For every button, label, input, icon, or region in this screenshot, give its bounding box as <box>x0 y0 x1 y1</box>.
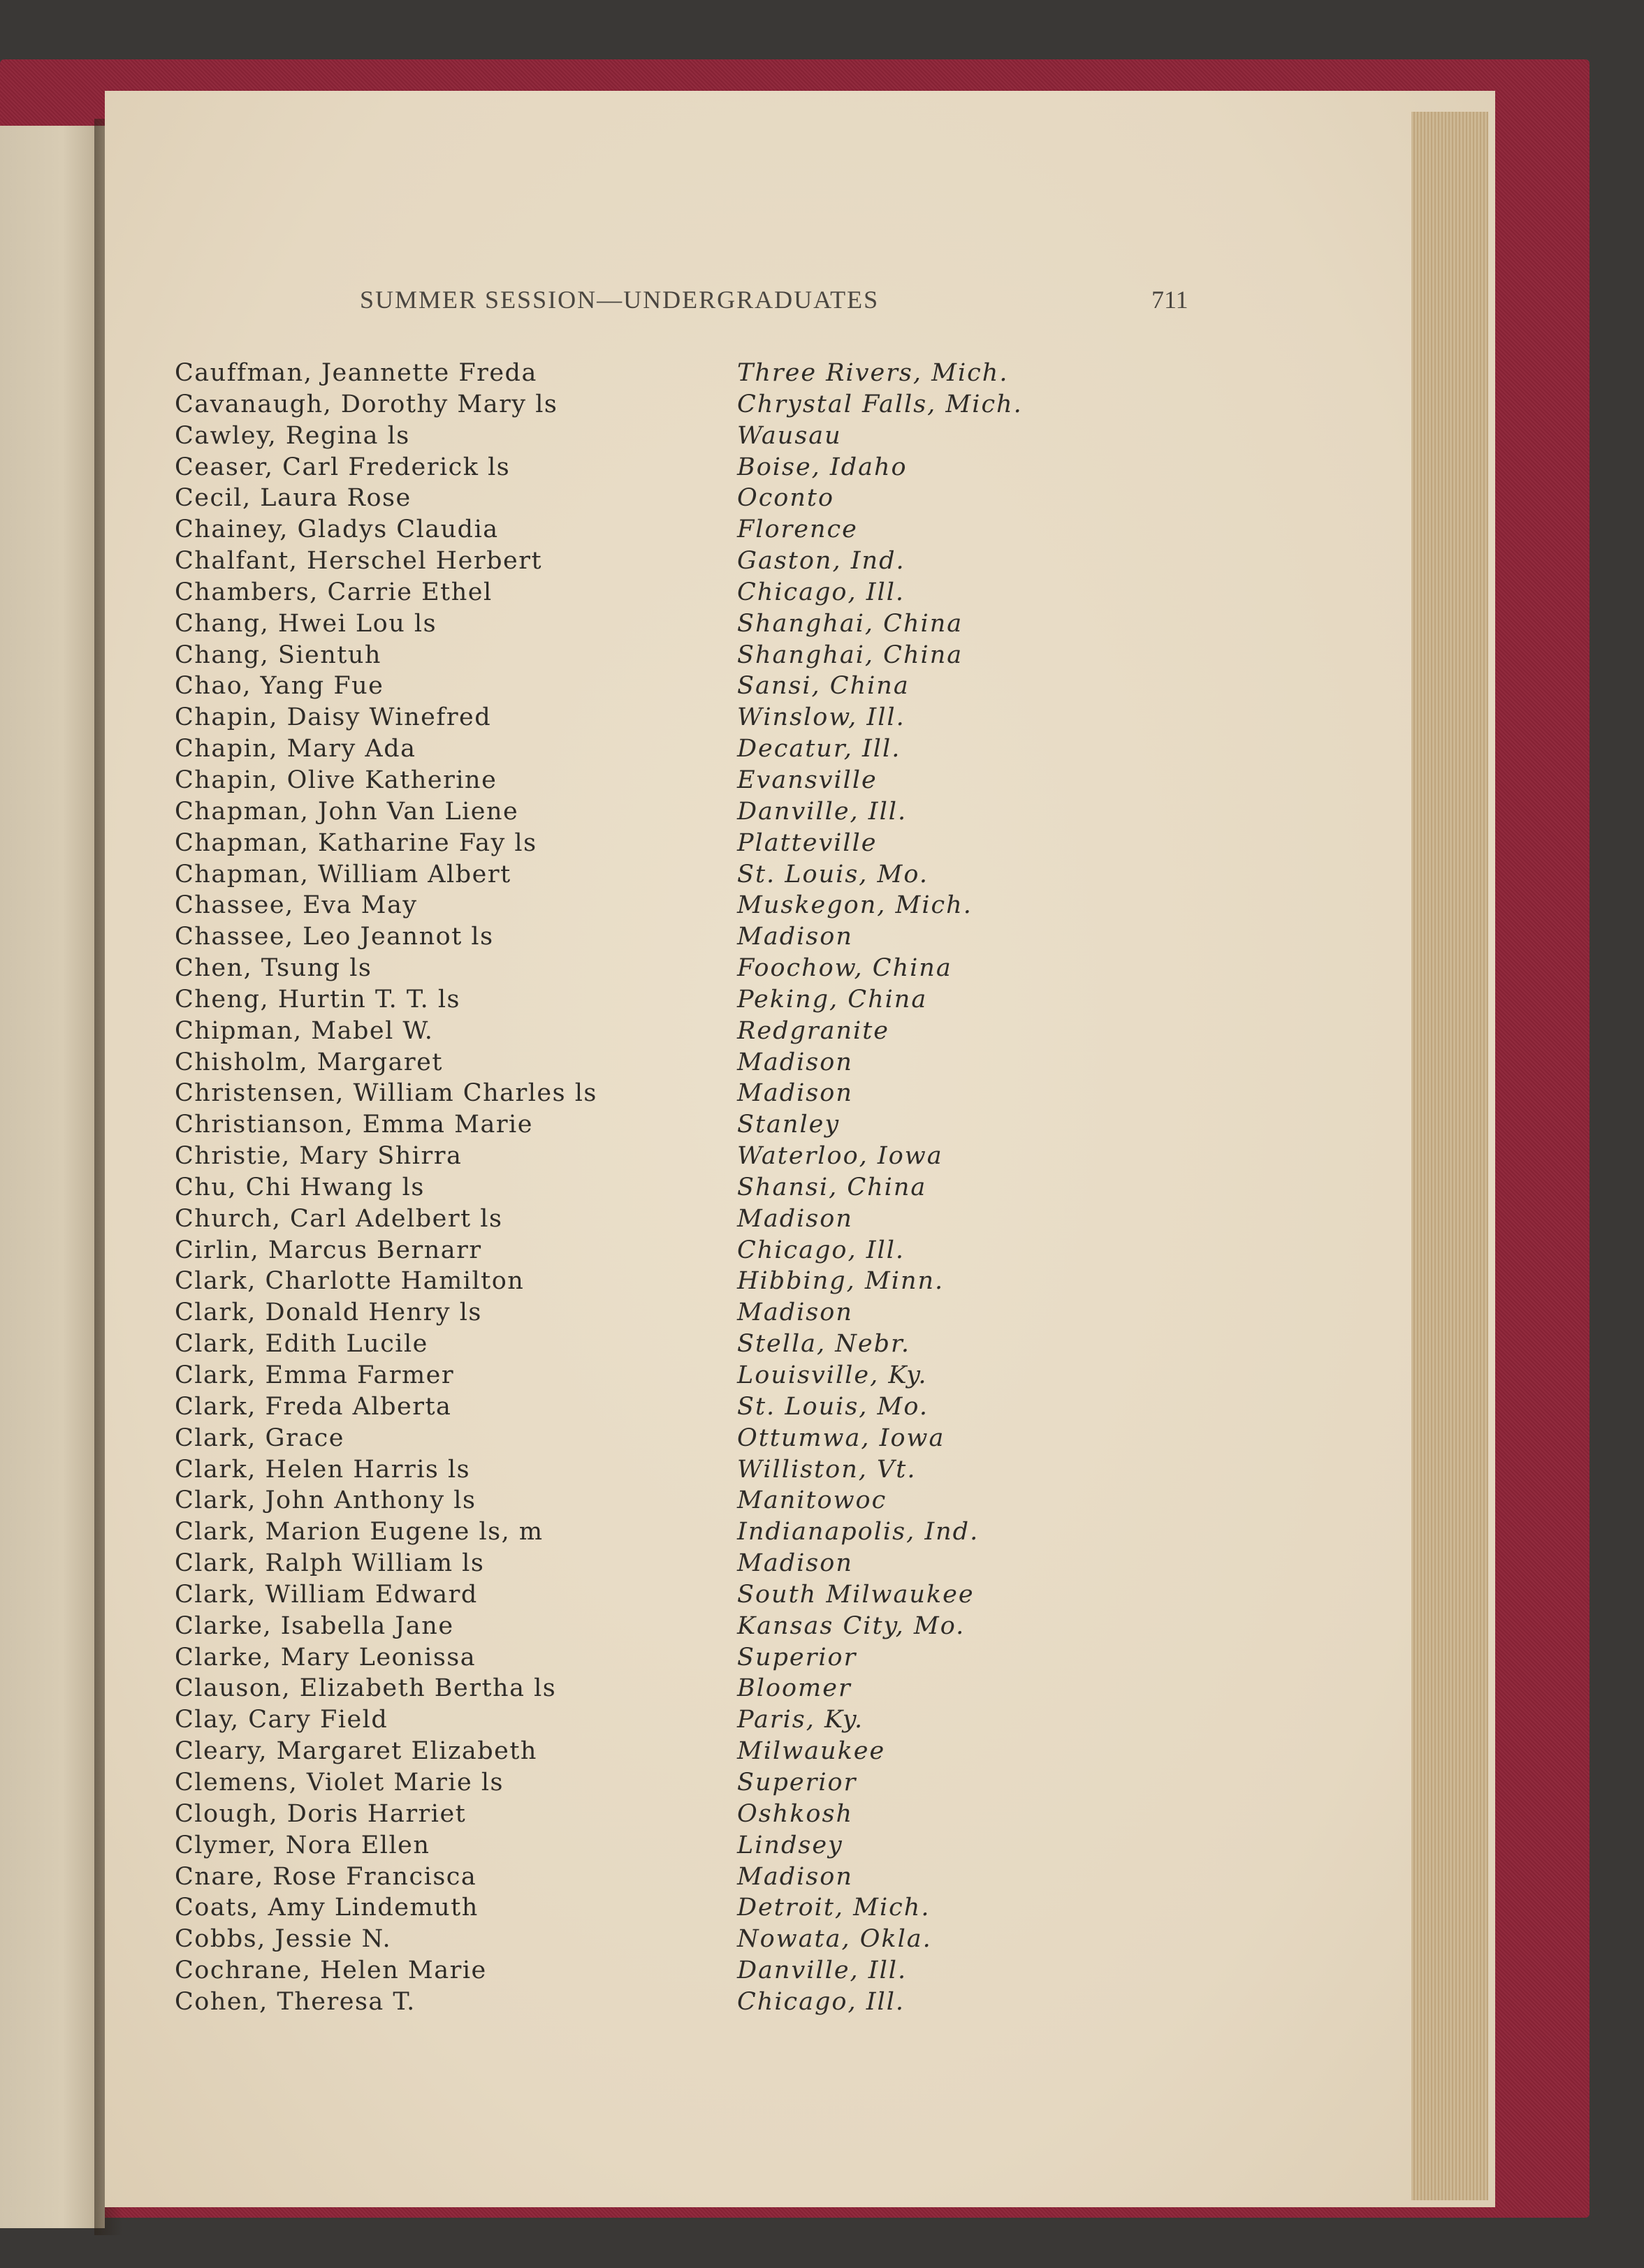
student-hometown: Chrystal Falls, Mich. <box>737 390 1023 418</box>
student-name: Chao, Yang Fue <box>175 672 384 701</box>
student-hometown: Kansas City, Mo. <box>737 1611 966 1640</box>
student-hometown: Madison <box>737 1204 853 1233</box>
student-name: Clough, Doris Harriet <box>175 1799 467 1828</box>
student-name: Chapman, Katharine Fay ls <box>175 828 537 857</box>
student-hometown: Madison <box>737 1862 853 1891</box>
student-hometown: Redgranite <box>737 1016 889 1045</box>
student-hometown: Stella, Nebr. <box>737 1330 911 1359</box>
student-hometown: Evansville <box>737 766 878 794</box>
student-hometown: Muskegon, Mich. <box>737 891 973 920</box>
list-item <box>175 608 1083 640</box>
student-name: Chapin, Daisy Winefred <box>175 703 492 732</box>
student-name: Clark, Ralph William ls <box>175 1549 485 1578</box>
student-hometown: Oshkosh <box>737 1799 853 1828</box>
list-item <box>175 1892 1083 1924</box>
list-item <box>175 733 1083 765</box>
student-hometown: Lindsey <box>737 1831 843 1859</box>
student-name: Cohen, Theresa T. <box>175 1987 416 2016</box>
student-name: Ceaser, Carl Frederick ls <box>175 453 511 481</box>
list-item <box>175 1329 1083 1360</box>
list-item <box>175 1047 1083 1078</box>
student-name: Clark, Donald Henry ls <box>175 1298 482 1327</box>
list-item <box>175 890 1083 921</box>
student-name: Cirlin, Marcus Bernarr <box>175 1236 482 1264</box>
list-item <box>175 577 1083 608</box>
list-item <box>175 514 1083 546</box>
student-hometown: Winslow, Ill. <box>737 703 905 732</box>
student-name: Chen, Tsung ls <box>175 954 372 983</box>
list-item <box>175 1579 1083 1611</box>
list-item <box>175 1109 1083 1141</box>
list-item <box>175 389 1083 420</box>
student-hometown: Peking, China <box>737 985 928 1014</box>
student-hometown: Detroit, Mich. <box>737 1894 931 1922</box>
list-item <box>175 1861 1083 1893</box>
student-hometown: Nowata, Okla. <box>737 1925 932 1954</box>
student-hometown: Sansi, China <box>737 672 910 701</box>
student-name: Cawley, Regina ls <box>175 421 410 450</box>
student-name: Clay, Cary Field <box>175 1706 388 1734</box>
student-hometown: Danville, Ill. <box>737 1956 908 1985</box>
student-name: Clark, Emma Farmer <box>175 1361 455 1389</box>
list-item <box>175 1266 1083 1297</box>
student-name: Chu, Chi Hwang ls <box>175 1173 425 1201</box>
student-hometown: Madison <box>737 923 853 951</box>
student-name: Clark, William Edward <box>175 1580 478 1609</box>
page-edges <box>1411 112 1488 2200</box>
student-name: Clark, Grace <box>175 1424 344 1452</box>
student-hometown: St. Louis, Mo. <box>737 860 929 888</box>
student-hometown: Shanghai, China <box>737 641 963 669</box>
student-name: Cavanaugh, Dorothy Mary ls <box>175 390 558 418</box>
list-item <box>175 1799 1083 1830</box>
student-hometown: Decatur, Ill. <box>737 735 901 763</box>
list-item <box>175 1673 1083 1704</box>
student-hometown: Waterloo, Iowa <box>737 1142 943 1171</box>
list-item <box>175 1235 1083 1266</box>
student-name: Chang, Hwei Lou ls <box>175 609 437 638</box>
list-item <box>175 953 1083 984</box>
student-name: Christie, Mary Shirra <box>175 1142 463 1171</box>
list-item <box>175 1423 1083 1454</box>
student-name: Church, Carl Adelbert ls <box>175 1204 503 1233</box>
list-item <box>175 921 1083 953</box>
list-item <box>175 546 1083 577</box>
student-name: Chapman, William Albert <box>175 860 511 888</box>
student-name: Cauffman, Jeannette Freda <box>175 359 537 387</box>
student-hometown: Oconto <box>737 484 835 513</box>
list-item <box>175 796 1083 828</box>
student-name: Chambers, Carrie Ethel <box>175 578 493 606</box>
student-hometown: Three Rivers, Mich. <box>737 359 1009 387</box>
student-hometown: Bloomer <box>737 1674 852 1703</box>
list-item <box>175 1611 1083 1642</box>
list-item <box>175 420 1083 452</box>
running-head: SUMMER SESSION—UNDERGRADUATES <box>360 286 880 314</box>
student-hometown: Manitowoc <box>737 1486 887 1515</box>
student-hometown: Stanley <box>737 1111 841 1139</box>
list-item <box>175 1360 1083 1391</box>
list-item <box>175 1454 1083 1486</box>
student-hometown: Boise, Idaho <box>737 453 908 481</box>
student-hometown: Madison <box>737 1298 853 1327</box>
student-hometown: Superior <box>737 1768 857 1797</box>
student-hometown: South Milwaukee <box>737 1580 975 1609</box>
student-hometown: Wausau <box>737 421 842 450</box>
student-name: Chassee, Eva May <box>175 891 418 920</box>
student-hometown: Louisville, Ky. <box>737 1361 928 1389</box>
list-item <box>175 984 1083 1016</box>
student-name: Chang, Sientuh <box>175 641 381 669</box>
student-hometown: Hibbing, Minn. <box>737 1267 945 1296</box>
list-item <box>175 1830 1083 1861</box>
student-hometown: Platteville <box>737 828 878 857</box>
list-item <box>175 859 1083 891</box>
student-hometown: Shanghai, China <box>737 609 963 638</box>
student-name: Chalfant, Herschel Herbert <box>175 547 543 576</box>
student-hometown: Danville, Ill. <box>737 797 908 826</box>
list-item <box>175 1203 1083 1235</box>
list-item <box>175 1297 1083 1329</box>
list-item <box>175 828 1083 859</box>
facing-page <box>0 126 105 2228</box>
student-name: Christianson, Emma Marie <box>175 1111 533 1139</box>
student-name: Clark, Edith Lucile <box>175 1330 428 1359</box>
student-hometown: Ottumwa, Iowa <box>737 1424 945 1452</box>
list-item <box>175 1767 1083 1799</box>
student-name: Cnare, Rose Francisca <box>175 1862 477 1891</box>
student-name: Christensen, William Charles ls <box>175 1079 597 1108</box>
student-name: Cobbs, Jessie N. <box>175 1925 392 1954</box>
student-name: Clarke, Isabella Jane <box>175 1611 454 1640</box>
student-hometown: Paris, Ky. <box>737 1706 864 1734</box>
list-item <box>175 1736 1083 1767</box>
student-hometown: Chicago, Ill. <box>737 1987 905 2016</box>
student-name: Coats, Amy Lindemuth <box>175 1894 479 1922</box>
list-item <box>175 1987 1083 2018</box>
list-item <box>175 1548 1083 1579</box>
student-name: Clark, John Anthony ls <box>175 1486 477 1515</box>
student-name: Cochrane, Helen Marie <box>175 1956 487 1985</box>
list-item <box>175 671 1083 702</box>
student-hometown: Chicago, Ill. <box>737 1236 905 1264</box>
list-item <box>175 1955 1083 1987</box>
student-name: Clark, Helen Harris ls <box>175 1455 471 1484</box>
list-item <box>175 765 1083 796</box>
student-name: Clarke, Mary Leonissa <box>175 1643 477 1671</box>
student-name: Chassee, Leo Jeannot ls <box>175 923 494 951</box>
list-item <box>175 1704 1083 1736</box>
student-hometown: Indianapolis, Ind. <box>737 1518 980 1546</box>
student-name: Chapin, Mary Ada <box>175 735 416 763</box>
student-hometown: Milwaukee <box>737 1737 886 1766</box>
student-hometown: Chicago, Ill. <box>737 578 905 606</box>
student-name: Clemens, Violet Marie ls <box>175 1768 504 1797</box>
list-item <box>175 483 1083 514</box>
student-hometown: Florence <box>737 515 858 544</box>
student-hometown: Shansi, China <box>737 1173 927 1201</box>
student-name: Clark, Charlotte Hamilton <box>175 1267 525 1296</box>
list-item <box>175 1516 1083 1548</box>
student-name: Chapin, Olive Katherine <box>175 766 497 794</box>
student-name: Chapman, John Van Liene <box>175 797 519 826</box>
list-item <box>175 640 1083 671</box>
list-item <box>175 358 1083 389</box>
student-name: Chipman, Mabel W. <box>175 1016 434 1045</box>
student-hometown: Madison <box>737 1079 853 1108</box>
student-name: Cheng, Hurtin T. T. ls <box>175 985 461 1014</box>
student-hometown: Madison <box>737 1549 853 1578</box>
list-item <box>175 1924 1083 1955</box>
list-item <box>175 1485 1083 1516</box>
list-item <box>175 1391 1083 1423</box>
page-number: 711 <box>1151 286 1188 314</box>
student-name: Clark, Freda Alberta <box>175 1392 452 1421</box>
student-hometown: Foochow, China <box>737 954 952 983</box>
list-item <box>175 1078 1083 1109</box>
list-item <box>175 452 1083 483</box>
student-name: Clymer, Nora Ellen <box>175 1831 430 1859</box>
student-name: Chainey, Gladys Claudia <box>175 515 499 544</box>
student-name: Cleary, Margaret Elizabeth <box>175 1737 537 1766</box>
list-item <box>175 1642 1083 1674</box>
student-name: Clark, Marion Eugene ls, m <box>175 1518 544 1546</box>
student-hometown: Superior <box>737 1643 857 1671</box>
student-name: Chisholm, Margaret <box>175 1048 443 1076</box>
student-hometown: Gaston, Ind. <box>737 547 905 576</box>
student-hometown: St. Louis, Mo. <box>737 1392 929 1421</box>
list-item <box>175 702 1083 733</box>
list-item <box>175 1016 1083 1047</box>
list-item <box>175 1141 1083 1172</box>
student-hometown: Williston, Vt. <box>737 1455 917 1484</box>
student-list <box>175 358 1083 2018</box>
student-name: Cecil, Laura Rose <box>175 484 412 513</box>
list-item <box>175 1172 1083 1203</box>
student-hometown: Madison <box>737 1048 853 1076</box>
student-name: Clauson, Elizabeth Bertha ls <box>175 1674 557 1703</box>
